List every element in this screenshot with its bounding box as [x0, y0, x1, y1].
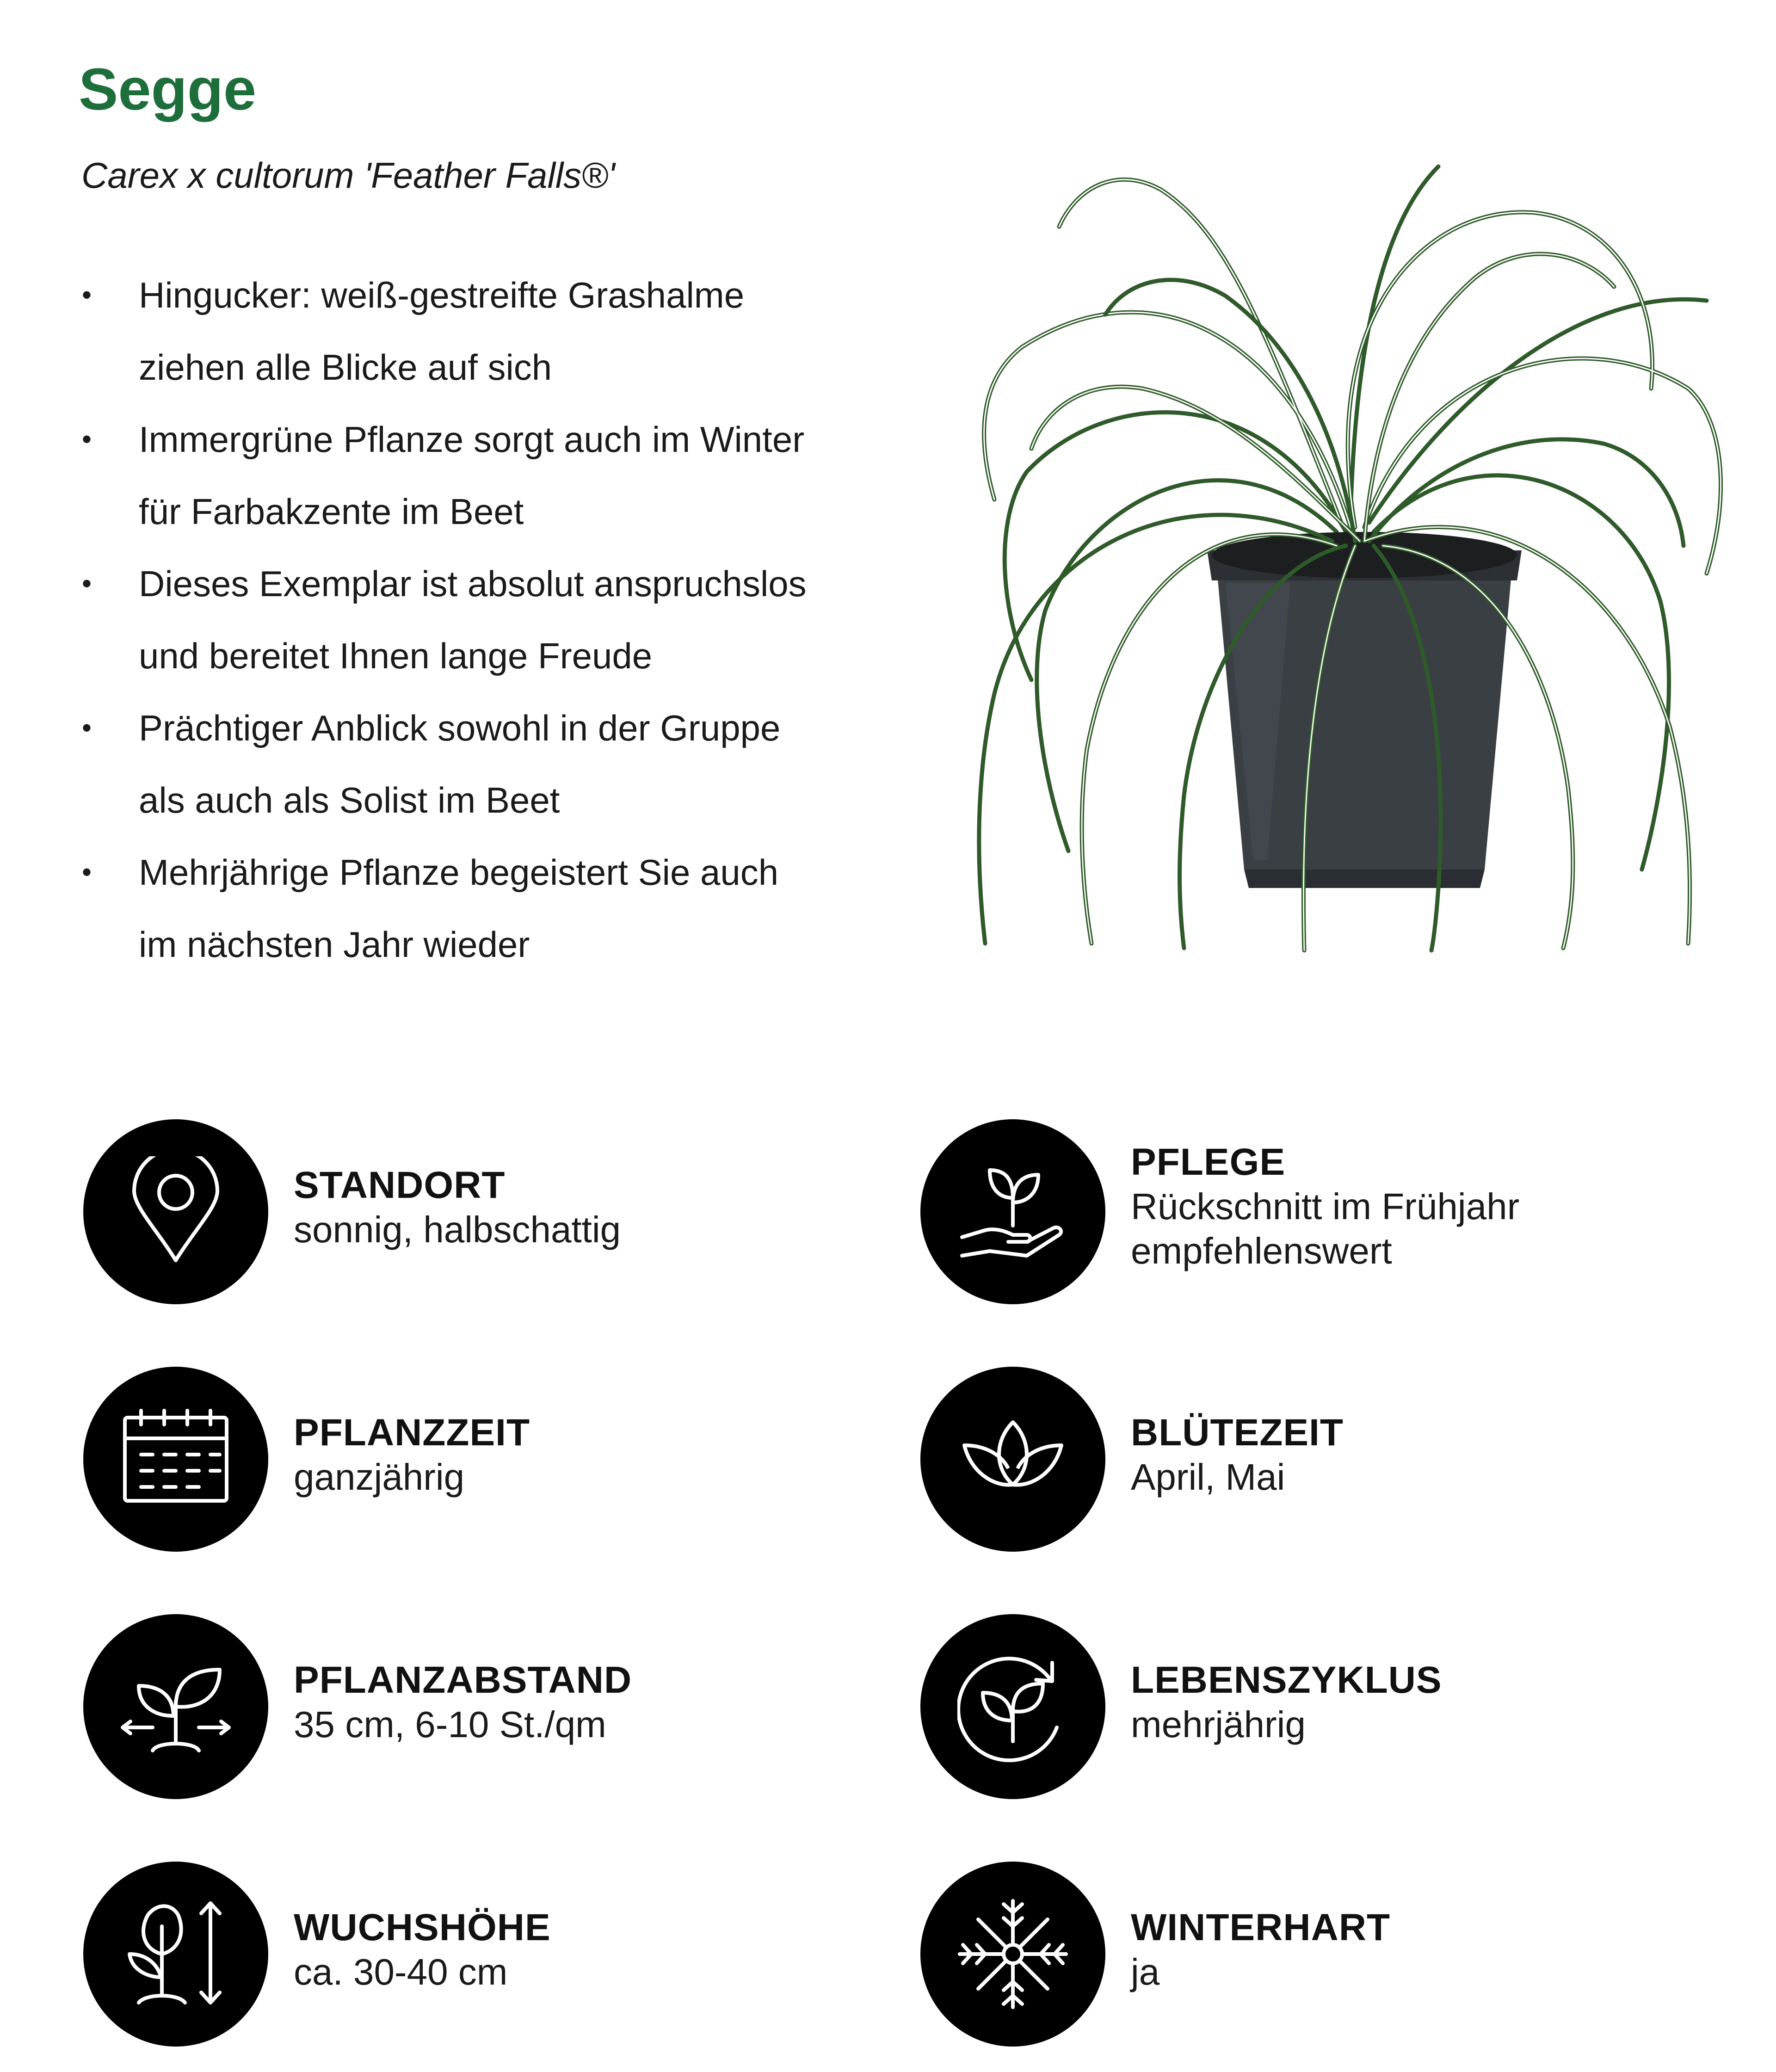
icon-circle	[83, 1367, 268, 1552]
bullet-item: • Hingucker: weiß-gestreifte Grashalme ziehen alle Blicke auf sich	[76, 259, 955, 403]
bullet-dot-icon: •	[82, 279, 92, 310]
plant-product-image	[967, 148, 1739, 953]
tree-height-icon	[120, 1899, 231, 2010]
feature-label: STANDORT	[294, 1164, 506, 1206]
feature-lebenszyklus	[920, 1614, 1707, 1799]
icon-circle	[920, 1367, 1105, 1552]
feature-pflanzzeit	[83, 1367, 870, 1552]
bullet-dot-icon: •	[82, 568, 92, 599]
bullet-dot-icon: •	[82, 424, 92, 455]
feature-pflanzabstand	[83, 1614, 870, 1799]
feature-label: BLÜTEZEIT	[1131, 1412, 1344, 1454]
lotus-flower-icon	[957, 1404, 1068, 1515]
feature-value: sonnig, halbschattig	[294, 1209, 621, 1250]
feature-bluetezeit	[920, 1367, 1707, 1552]
feature-pflege	[920, 1119, 1707, 1304]
feature-standort	[83, 1119, 870, 1304]
icon-circle	[83, 1614, 268, 1799]
snowflake-icon	[957, 1899, 1068, 2010]
feature-label: PFLEGE	[1131, 1141, 1286, 1183]
icon-circle	[920, 1119, 1105, 1304]
location-pin-icon	[120, 1156, 231, 1267]
bullet-dot-icon: •	[82, 712, 92, 743]
bullet-dot-icon: •	[82, 857, 92, 888]
feature-bullet-list	[76, 259, 955, 980]
feature-label: PFLANZABSTAND	[294, 1659, 632, 1701]
bullet-item: • Dieses Exemplar ist absolut anspruchslos und bereitet Ihnen lange Freude	[76, 548, 955, 692]
product-subtitle: Carex x cultorum 'Feather Falls®'	[81, 155, 615, 196]
bullet-item: • Mehrjährige Pflanze begeistert Sie auch im nächsten Jahr wieder	[76, 836, 955, 980]
hand-sprout-icon	[957, 1156, 1068, 1267]
icon-circle	[920, 1614, 1105, 1799]
feature-value: 35 cm, 6-10 St./qm	[294, 1704, 606, 1745]
plant-cycle-icon	[957, 1651, 1068, 1762]
bullet-item: • Immergrüne Pflanze sorgt auch im Winter für Farbakzente im Beet	[76, 403, 955, 548]
calendar-icon	[120, 1404, 231, 1515]
feature-value: April, Mai	[1131, 1456, 1285, 1498]
feature-label: WUCHSHÖHE	[294, 1906, 551, 1949]
icon-circle	[83, 1862, 268, 2047]
feature-value: ganzjährig	[294, 1456, 465, 1498]
feature-value: mehrjährig	[1131, 1704, 1306, 1745]
feature-label: LEBENSZYKLUS	[1131, 1659, 1442, 1701]
feature-value: Rückschnitt im Frühjahr	[1131, 1186, 1520, 1227]
feature-wuchshoehe	[83, 1862, 870, 2047]
feature-label: WINTERHART	[1131, 1906, 1391, 1949]
feature-value: ja	[1131, 1951, 1160, 1992]
feature-value-line2: empfehlenswert	[1131, 1230, 1392, 1271]
product-title: Segge	[79, 56, 257, 123]
plant-spacing-icon	[120, 1651, 231, 1762]
bullet-item: • Prächtiger Anblick sowohl in der Gruppe als auch als Solist im Beet	[76, 692, 955, 836]
icon-circle	[83, 1119, 268, 1304]
feature-label: PFLANZZEIT	[294, 1412, 530, 1454]
feature-winterhart	[920, 1862, 1707, 2047]
icon-circle	[920, 1862, 1105, 2047]
feature-value: ca. 30-40 cm	[294, 1951, 508, 1992]
